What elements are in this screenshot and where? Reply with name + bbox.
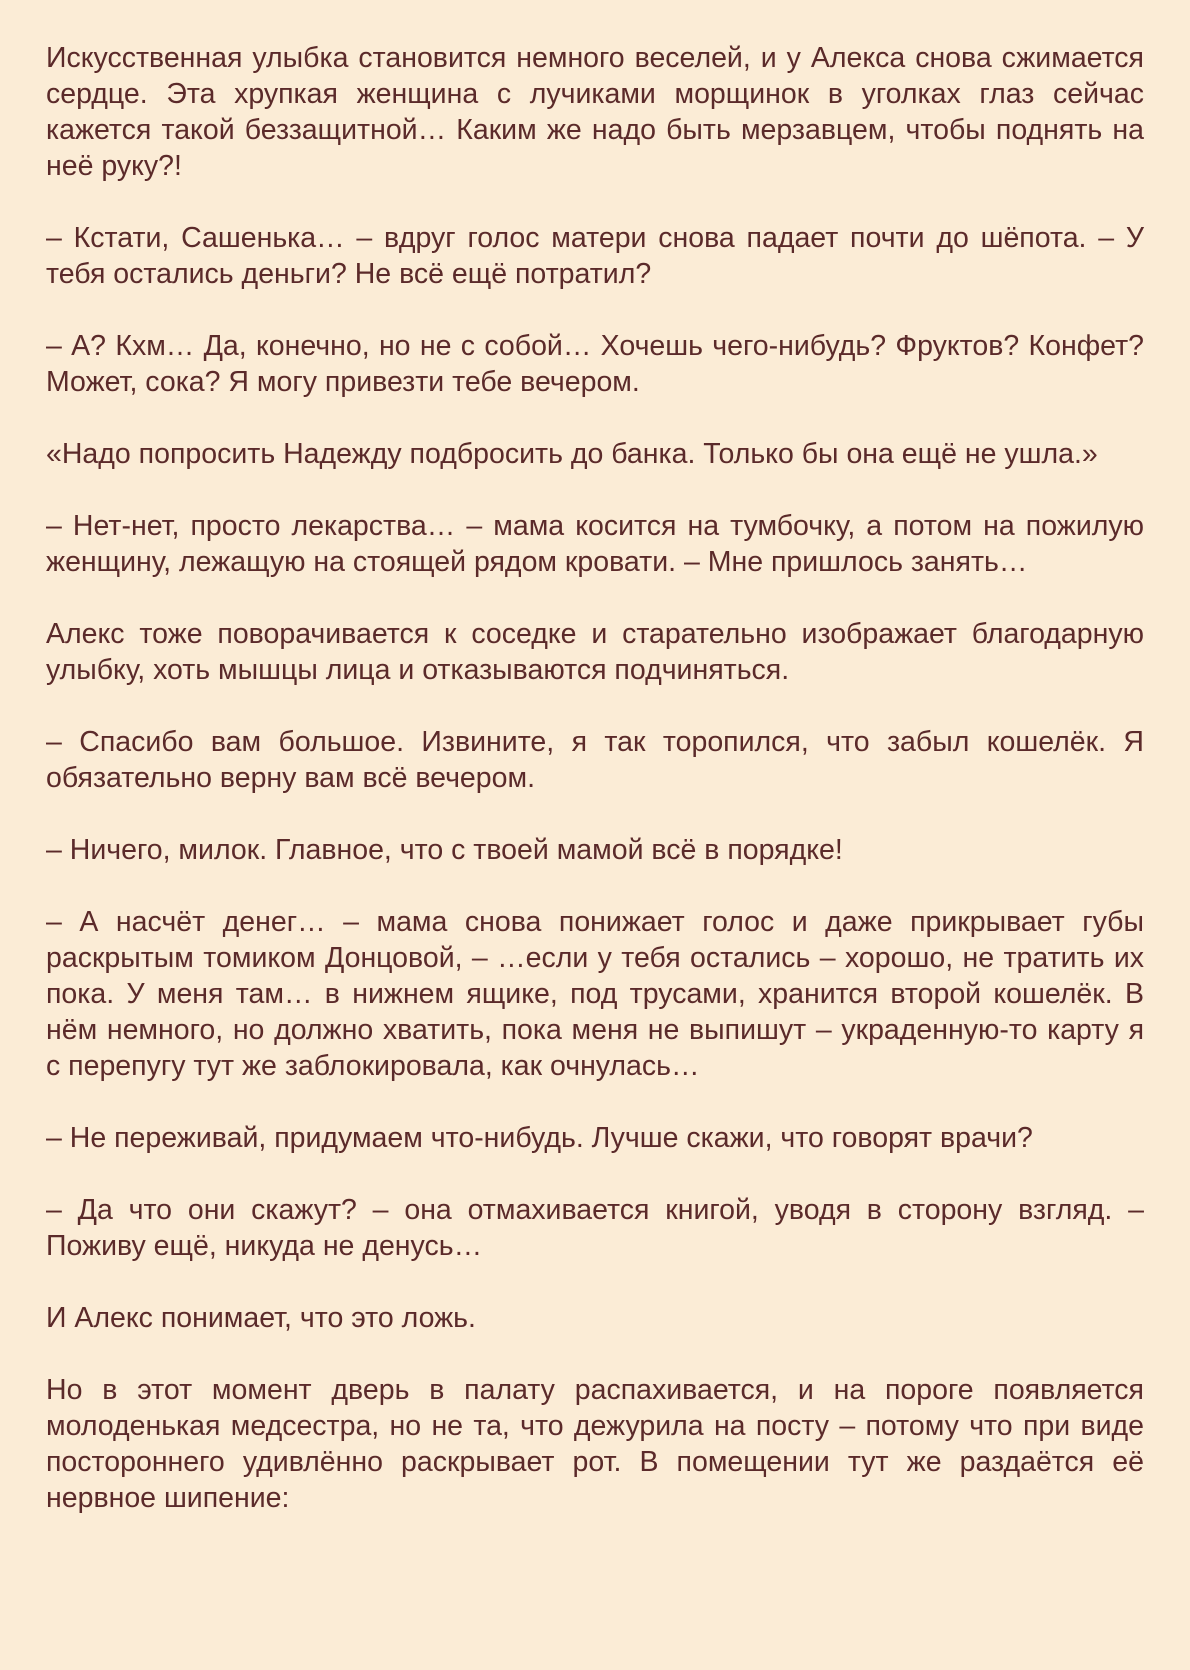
paragraph-4: «Надо попросить Надежду подбросить до банка. Только бы она ещё не ушла.» — [46, 438, 1098, 470]
paragraph-12: И Алекс понимает, что это ложь. — [46, 1302, 476, 1334]
paragraph-5: – Нет-нет, просто лекарства… – мама косится на тумбочку, а потом на пожилую женщину, лежащую на стоящей рядом кровати. – Мне пришлось занять… — [46, 510, 1144, 578]
paragraph-8: – Ничего, милок. Главное, что с твоей мамой всё в порядке! — [46, 834, 843, 866]
paragraph-13: Но в этот момент дверь в палату распахивается, и на пороге появляется молоденькая медсестра, но не та, что дежурила на посту – потому что при виде постороннего удивлённо раскрывает рот. В помещении тут же раздаётся её нервное шипение: — [46, 1374, 1144, 1514]
paragraph-7: – Спасибо вам большое. Извините, я так торопился, что забыл кошелёк. Я обязательно верну вам всё вечером. — [46, 726, 1144, 794]
paragraph-2: – Кстати, Сашенька… – вдруг голос матери снова падает почти до шёпота. – У тебя остались деньги? Не всё ещё потратил? — [46, 222, 1144, 290]
paragraph-11: – Да что они скажут? – она отмахивается книгой, уводя в сторону взгляд. – Поживу ещё, никуда не денусь… — [46, 1194, 1144, 1262]
paragraph-1: Искусственная улыбка становится немного веселей, и у Алекса снова сжимается сердце. Эта хрупкая женщина с лучиками морщинок в уголках глаз сейчас кажется такой беззащитной… Каким же надо быть мерзавцем, чтобы поднять на неё руку?! — [46, 42, 1144, 182]
paragraph-10: – Не переживай, придумаем что-нибудь. Лучше скажи, что говорят врачи? — [46, 1122, 1033, 1154]
paragraph-9: – А насчёт денег… – мама снова понижает голос и даже прикрывает губы раскрытым томиком Донцовой, – …если у тебя остались – хорошо, не тратить их пока. У меня там… в нижнем ящике, под трусами, хранится второй кошелёк. В нём немного, но должно хватить, пока меня не выпишут – украденную-то карту я с перепугу тут же заблокировала, как очнулась… — [46, 906, 1144, 1082]
paragraph-3: – А? Кхм… Да, конечно, но не с собой… Хочешь чего-нибудь? Фруктов? Конфет? Может, сока? Я могу привезти тебе вечером. — [46, 330, 1144, 398]
paragraph-6: Алекс тоже поворачивается к соседке и старательно изображает благодарную улыбку, хоть мышцы лица и отказываются подчиняться. — [46, 618, 1144, 686]
